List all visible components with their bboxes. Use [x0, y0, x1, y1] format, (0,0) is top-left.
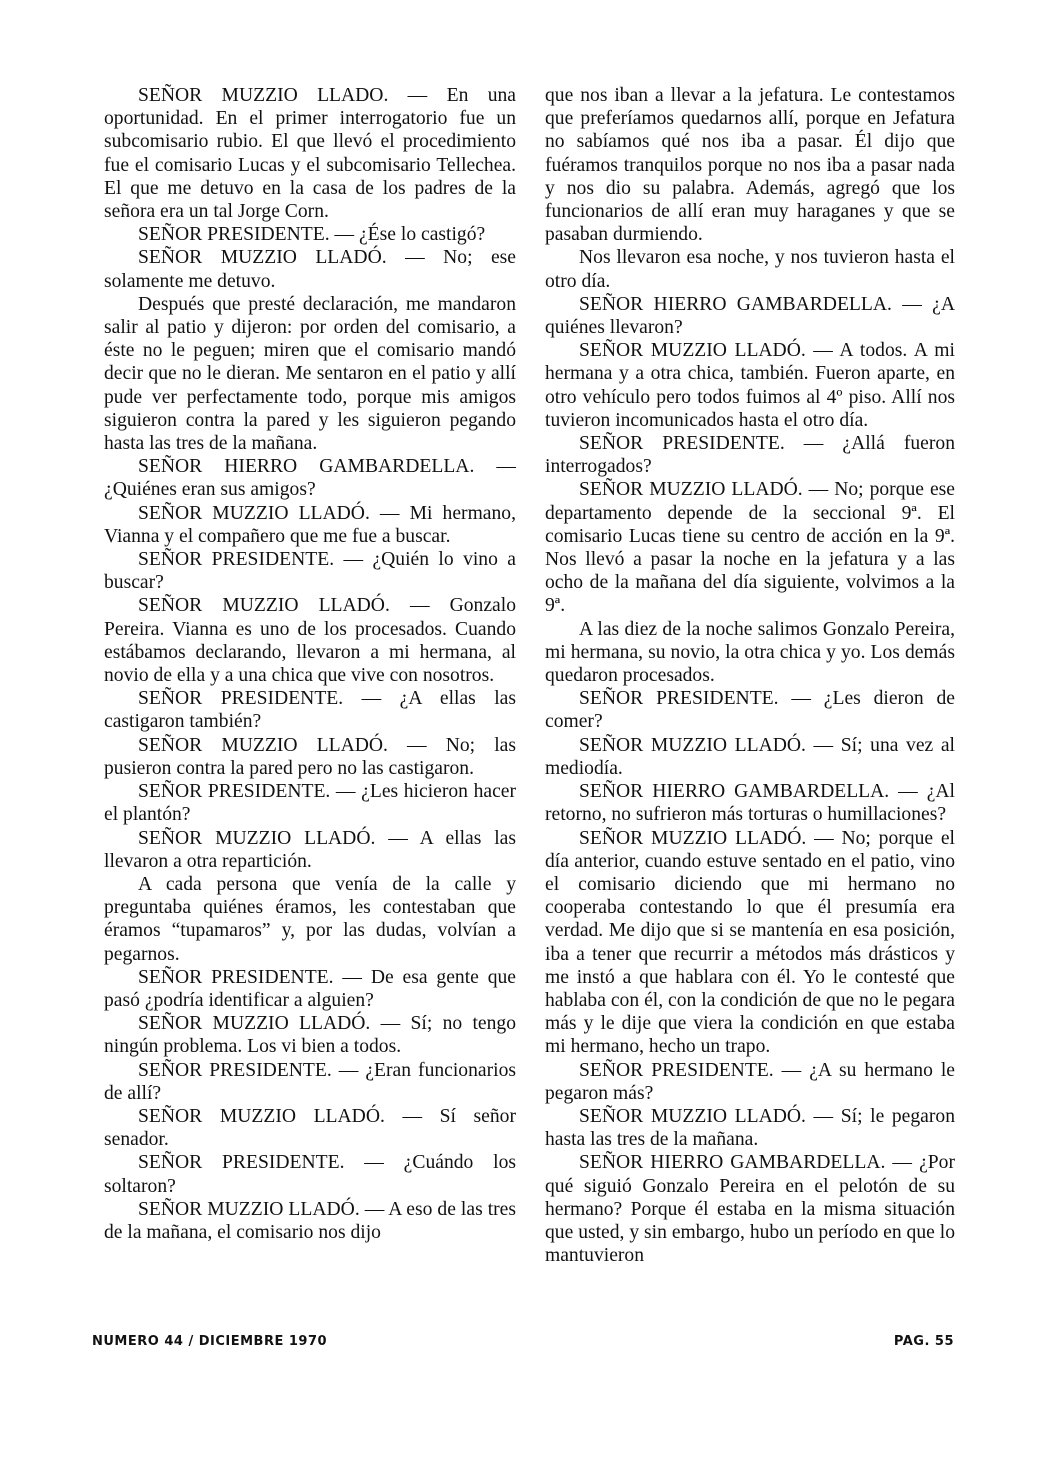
paragraph: SEÑOR MUZZIO LLADÓ. — Gonzalo Pereira. Vianna es uno de los procesados. Cuando estábamos declarando, llevaron a mi hermana, al novio de ella y a una chica que vive con nosotros. [104, 595, 516, 687]
paragraph: SEÑOR HIERRO GAMBARDELLA. — ¿Al retorno, no sufrieron más torturas o humillaciones? [545, 781, 955, 826]
paragraph: SEÑOR MUZZIO LLADÓ. — A ellas las llevaron a otra repartición. [104, 827, 516, 872]
left-column [104, 84, 516, 1244]
paragraph: SEÑOR MUZZIO LLADÓ. — Sí señor senador. [104, 1105, 516, 1151]
paragraph: SEÑOR MUZZIO LLADÓ. — Mi hermano, Vianna y el compañero que me fue a buscar. [104, 502, 516, 547]
paragraph: SEÑOR PRESIDENTE. — ¿Quién lo vino a buscar? [104, 549, 516, 594]
paragraph: SEÑOR MUZZIO LLADÓ. — No; las pusieron contra la pared pero no las castigaron. [104, 734, 516, 779]
paragraph: SEÑOR PRESIDENTE. — ¿Allá fueron interrogados? [545, 433, 955, 478]
paragraph: SEÑOR MUZZIO LLADÓ. — A eso de las tres de la mañana, el comisario nos dijo [104, 1198, 516, 1243]
paragraph: SEÑOR PRESIDENTE. — De esa gente que pasó ¿podría identificar a alguien? [104, 966, 516, 1011]
paragraph: SEÑOR HIERRO GAMBARDELLA. — ¿Por qué siguió Gonzalo Pereira en el pelotón de su hermano? Porque él estaba en la misma situación que usted, y sin embargo, hubo un período en que lo mantuvieron [545, 1152, 955, 1267]
paragraph: SEÑOR PRESIDENTE. — ¿Cuándo los soltaron? [104, 1152, 516, 1197]
paragraph: SEÑOR MUZZIO LLADÓ. — No; porque ese departamento depende de la seccional 9ª. El comisario Lucas tiene su centro de acción en la 9ª. Nos llevó a pasar la noche en la jefatura y a las ocho de la mañana del día siguiente, volvimos a la 9ª. [545, 479, 955, 617]
paragraph: A las diez de la noche salimos Gonzalo Pereira, mi hermana, su novio, la otra chica y yo. Los demás quedaron procesados. [545, 618, 955, 687]
paragraph: que nos iban a llevar a la jefatura. Le contestamos que preferíamos quedarnos allí, porque en Jefatura no sabíamos qué nos iba a pasar. Él dijo que fuéramos tranquilos porque no nos iba a pasar nada y nos dio su palabra. Además, agregó que los funcionarios de allí eran muy haraganes y que se pasaban durmiendo. [545, 85, 955, 246]
paragraph: Después que presté declaración, me mandaron salir al patio y dijeron: por orden del comisario, a éste no le peguen; miren que el comisario mandó decir que no le dieran. Me sentaron en el patio y allí pude ver perfectamente todo, porque mis amigos siguieron contra la pared y les siguieron pegando hasta las tres de la mañana. [104, 293, 516, 455]
paragraph: SEÑOR MUZZIO LLADÓ. — Sí; le pegaron hasta las tres de la mañana. [545, 1105, 955, 1151]
paragraph: Nos llevaron esa noche, y nos tuvieron hasta el otro día. [545, 247, 955, 292]
right-column [545, 84, 955, 1267]
footer-page-number: PAG. 55 [893, 1334, 954, 1349]
paragraph: SEÑOR PRESIDENTE. — ¿Ése lo castigó? [138, 224, 486, 246]
paragraph: SEÑOR HIERRO GAMBARDELLA. — ¿A quiénes llevaron? [545, 293, 955, 339]
paragraph: A cada persona que venía de la calle y preguntaba quiénes éramos, les contestaban que éramos “tupamaros” y, por las dudas, volvían a pegarnos. [104, 873, 516, 965]
paragraph: SEÑOR PRESIDENTE. — ¿Eran funcionarios de allí? [104, 1059, 516, 1104]
paragraph: SEÑOR MUZZIO LLADÓ. — Sí; no tengo ningún problema. Los vi bien a todos. [104, 1013, 516, 1058]
paragraph: SEÑOR MUZZIO LLADO. — En una oportunidad. En el primer interrogatorio fue un subcomisario rubio. El que llevó el procedimiento fue el comisario Lucas y el subcomisario Tellechea. El que me detuvo en la casa de los padres de la señora era un tal Jorge Corn. [104, 85, 516, 223]
paragraph: SEÑOR HIERRO GAMBARDELLA. — ¿Quiénes eran sus amigos? [104, 456, 516, 501]
paragraph: SEÑOR MUZZIO LLADÓ. — No; porque el día anterior, cuando estuve sentado en el patio, vino el comisario diciendo que mi hermano no cooperaba contestando lo que él presumía era verdad. Me dijo que si se mantenía en esa posición, iba a tener que recurrir a métodos más drásticos y me instó a que hablara con él. Yo le contesté que hablaba con él, con la condición de que no le pegara más y le dije que viera la condición en que estaba mi hermano, hecho un trapo. [545, 827, 955, 1058]
paragraph: SEÑOR MUZZIO LLADÓ. — A todos. A mi hermana y a otra chica, también. Fueron aparte, en otro vehículo pero todos fuimos al 4º piso. Allí nos tuvieron incomunicados hasta el otro día. [545, 340, 955, 431]
footer-issue: NUMERO 44 / DICIEMBRE 1970 [92, 1334, 328, 1349]
paragraph: SEÑOR PRESIDENTE. — ¿A su hermano le pegaron más? [545, 1059, 955, 1104]
paragraph: SEÑOR MUZZIO LLADÓ. — No; ese solamente me detuvo. [104, 247, 516, 292]
paragraph: SEÑOR PRESIDENTE. — ¿A ellas las castigaron también? [104, 688, 516, 733]
paragraph: SEÑOR PRESIDENTE. — ¿Les hicieron hacer el plantón? [104, 781, 516, 826]
paragraph: SEÑOR MUZZIO LLADÓ. — Sí; una vez al mediodía. [545, 734, 955, 779]
paragraph: SEÑOR PRESIDENTE. — ¿Les dieron de comer? [545, 688, 955, 733]
